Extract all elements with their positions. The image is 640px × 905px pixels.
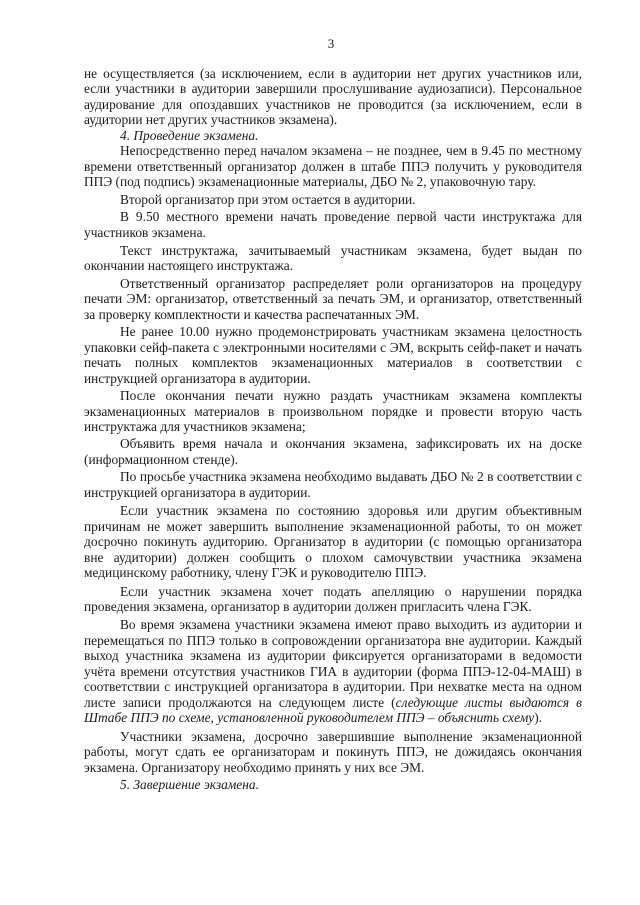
exit-procedure-text: Во время экзамена участники экзамена имеют право выходить из аудитории и перемещаться по ППЭ только в сопровождении организатора вне аудитории. Каждый выход участника экзамена из аудитории фиксируется организаторами в ведомости учёта времени отсутствия участников ГИА в аудитории (форма ППЭ-12-04-МАШ) в соответствии с инструкцией организатора в аудитории. При нехватке места на одном листе записи продолжаются на следующем листе ( <box>84 617 582 710</box>
paragraph-second-organizer: Второй организатор при этом остается в аудитории. <box>120 191 416 207</box>
paragraph-first-briefing: В 9.50 местного времени начать проведение первой части инструктажа для участников экзамена. <box>84 209 582 240</box>
paragraph-health-leave: Если участник экзамена по состоянию здоровья или другим объективным причинам не может завершить выполнение экзаменационной работы, то он может досрочно покинуть аудиторию. Организатор в аудитории (с помощью организатора вне аудитории) должен сообщить о плохом самочувствии участника экзамена медицинскому работнику, члену ГЭК и руководителю ППЭ. <box>84 503 582 581</box>
paragraph-appeal: Если участник экзамена хочет подать апелляцию о нарушении порядка проведения экзамена, организатор в аудитории должен пригласить члена ГЭК. <box>84 583 582 614</box>
section-heading-exam-completion: 5. Завершение экзамена. <box>120 776 259 792</box>
paragraph-audition-note: не осуществляется (за исключением, если в аудитории нет других участников или, если участники в аудитории завершили прослушивание аудиозаписи). Персональное аудирование для опоздавших участников не проводится (за исключением, если в аудитории нет других участников экзамена). <box>84 66 582 128</box>
paragraph-briefing-text: Текст инструктажа, зачитываемый участникам экзамена, будет выдан по окончании настоящего инструктажа. <box>84 243 582 274</box>
section-heading-exam-conduct: 4. Проведение экзамена. <box>120 127 259 143</box>
paragraph-safe-package: Не ранее 10.00 нужно продемонстрировать участникам экзамена целостность упаковки сейф-пакета с электронными носителями с ЭМ, вскрыть сейф-пакет и начать печать полных комплектов экзаменационных материалов в соответствии с инструкцией организатора в аудитории. <box>84 324 582 386</box>
paragraph-early-finish: Участники экзамена, досрочно завершившие выполнение экзаменационной работы, могут сдать ее организаторам и покинуть ППЭ, не дожидаясь окончания экзамена. Организатору необходимо принять у них все ЭМ. <box>84 728 582 775</box>
paragraph-exit-procedure <box>84 617 582 725</box>
page-number: 3 <box>327 36 335 51</box>
exit-procedure-closing: ). <box>534 710 543 726</box>
paragraph-receive-materials: Непосредственно перед началом экзамена – не позднее, чем в 9.45 по местному времени ответственный организатор должен в штабе ППЭ получить у руководителя ППЭ (под подпись) экзаменационные материалы, ДБО № 2, упаковочную тару. <box>84 143 582 190</box>
exit-procedure-italic-note: следующие листы выдаются в Штабе ППЭ по схеме, установленной руководителем ППЭ – объяснить схему <box>84 694 582 726</box>
paragraph-dbo-request: По просьбе участника экзамена необходимо выдавать ДБО № 2 в соответствии с инструкцией организатора в аудитории. <box>84 469 582 500</box>
paragraph-distribute-materials: После окончания печати нужно раздать участникам экзамена комплекты экзаменационных материалов в произвольном порядке и провести вторую часть инструктажа для участников экзамена; <box>84 388 582 435</box>
paragraph-announce-time: Объявить время начала и окончания экзамена, зафиксировать их на доске (информационном стенде). <box>84 436 582 467</box>
paragraph-roles: Ответственный организатор распределяет роли организаторов на процедуру печати ЭМ: организатор, ответственный за печать ЭМ, и организатор, ответственный за проверку комплектности и качества распечатанных ЭМ. <box>84 275 582 322</box>
